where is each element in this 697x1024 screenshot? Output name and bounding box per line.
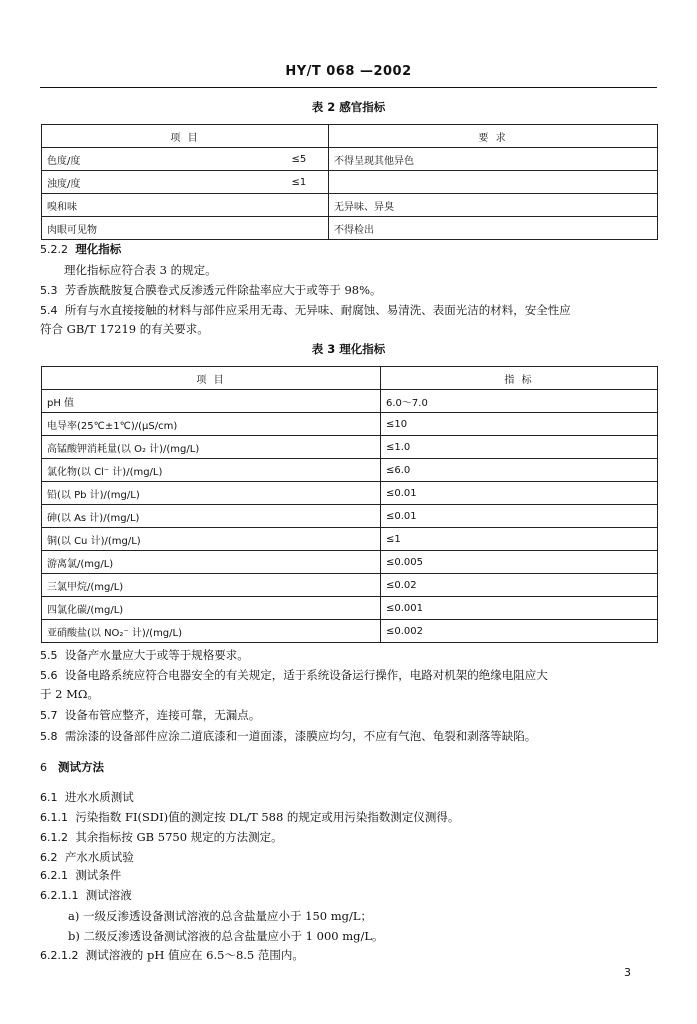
section-text: 污染指数 FI(SDI)值的测定按 DL/T 588 的规定或用污染指数测定仪测得。	[75, 810, 460, 824]
section-6-1-1	[40, 808, 660, 827]
section-number: 5.7	[40, 709, 58, 722]
section-number: 5.8	[40, 730, 58, 743]
table2-cell-item: 肉眼可见物	[42, 217, 287, 240]
table2-head-item: 项 目	[42, 125, 329, 148]
section-number: 6	[40, 761, 47, 774]
table2	[41, 124, 658, 240]
section-5-4-line1	[40, 301, 660, 320]
table2-cell-req: 不得检出	[329, 217, 658, 240]
table2-header-row	[42, 125, 658, 148]
table3-cell-value: ≤0.005	[381, 551, 658, 574]
table3-cell-value: ≤0.01	[381, 505, 658, 528]
section-text: 设备产水量应大于或等于规格要求。	[64, 648, 249, 662]
table3-cell-value: ≤0.01	[381, 482, 658, 505]
section-number: 5.2.2	[40, 243, 68, 256]
table2-caption: 表 2 感官指标	[311, 100, 386, 114]
table3-cell-item: pH 值	[42, 390, 381, 413]
table3-head-item: 项 目	[42, 367, 381, 390]
table3-cell-item: 电导率(25℃±1℃)/(μS/cm)	[42, 413, 381, 436]
section-number: 6.2.1	[40, 869, 68, 882]
table3-cell-value: ≤0.001	[381, 597, 658, 620]
section-6-2-1-2	[40, 946, 660, 965]
table3-cell-item: 铅(以 Pb 计)/(mg/L)	[42, 482, 381, 505]
table-row	[42, 459, 658, 482]
table3-cell-item: 亚硝酸盐(以 NO₂⁻ 计)/(mg/L)	[42, 620, 381, 643]
section-text: 设备电路系统应符合电器安全的有关规定，适于系统设备运行操作，电路对机架的绝缘电阻应大	[64, 668, 548, 682]
table3	[41, 366, 658, 643]
table2-cell-req: 不得呈现其他异色	[329, 148, 658, 171]
section-6-heading	[40, 758, 660, 777]
section-text: 设备布管应整齐，连接可靠，无漏点。	[64, 708, 261, 722]
section-number: 6.1	[40, 791, 58, 804]
section-5-4-line2: 符合 GB/T 17219 的有关要求。	[40, 322, 209, 336]
table-row	[42, 390, 658, 413]
table-row	[42, 194, 658, 217]
table3-cell-item: 高锰酸钾消耗量(以 O₂ 计)/(mg/L)	[42, 436, 381, 459]
section-number: 6.1.1	[40, 811, 68, 824]
table2-cell-req: 无异味、异臭	[329, 194, 658, 217]
section-title: 测试方法	[57, 760, 104, 774]
table3-cell-value: ≤6.0	[381, 459, 658, 482]
section-text: 进水水质测试	[64, 790, 134, 804]
section-text: 测试溶液	[85, 888, 132, 902]
table3-header-row	[42, 367, 658, 390]
section-6-2	[40, 848, 660, 867]
page-number: 3	[624, 966, 631, 979]
section-6-1	[40, 788, 660, 807]
table3-cell-value: ≤1.0	[381, 436, 658, 459]
table3-cell-value: ≤0.02	[381, 574, 658, 597]
table-row	[42, 551, 658, 574]
table2-cell-req	[329, 171, 658, 194]
standard-header: HY/T 068 —2002	[285, 64, 412, 79]
table3-cell-item: 砷(以 As 计)/(mg/L)	[42, 505, 381, 528]
section-text: 测试条件	[75, 868, 122, 882]
section-text: 所有与水直接接触的材料与部件应采用无毒、无异味、耐腐蚀、易清洗、表面光洁的材料，安全性应	[64, 303, 571, 317]
table2-cell-item: 嗅和味	[42, 194, 287, 217]
section-number: 6.2.1.1	[40, 889, 79, 902]
table-row	[42, 528, 658, 551]
table2-cell-limit: ≤5	[287, 148, 329, 171]
section-number: 5.5	[40, 649, 58, 662]
section-6-2-1-1	[40, 886, 660, 905]
section-5-6-line2: 于 2 MΩ。	[40, 687, 99, 701]
table-row	[42, 505, 658, 528]
table-row	[42, 171, 658, 194]
table-row	[42, 597, 658, 620]
section-5-2-2-heading	[40, 240, 660, 259]
table3-cell-item: 铜(以 Cu 计)/(mg/L)	[42, 528, 381, 551]
section-5-2-2-body: 理化指标应符合表 3 的规定。	[64, 263, 217, 277]
table3-cell-value: ≤0.002	[381, 620, 658, 643]
section-text: 需涂漆的设备部件应涂二道底漆和一道面漆，漆膜应均匀，不应有气泡、龟裂和剥落等缺陷。	[64, 729, 537, 743]
header-rule	[40, 87, 657, 88]
table3-cell-value: ≤1	[381, 528, 658, 551]
section-6-2-1-1-b: b) 二级反渗透设备测试溶液的总含盐量应小于 1 000 mg/L。	[68, 929, 384, 943]
section-text: 芳香族酰胺复合膜卷式反渗透元件除盐率应大于或等于 98%。	[64, 283, 382, 297]
section-6-2-1	[40, 866, 660, 885]
table3-cell-item: 四氯化碳/(mg/L)	[42, 597, 381, 620]
section-number: 6.2.1.2	[40, 949, 79, 962]
table2-cell-limit: ≤1	[287, 171, 329, 194]
table2-cell-item: 浊度/度	[42, 171, 287, 194]
section-5-5	[40, 646, 660, 665]
section-text: 产水水质试验	[64, 850, 134, 864]
table2-cell-limit	[287, 194, 329, 217]
section-number: 5.6	[40, 669, 58, 682]
section-number: 6.2	[40, 851, 58, 864]
table3-cell-item: 三氯甲烷/(mg/L)	[42, 574, 381, 597]
section-5-8	[40, 727, 660, 746]
table-row	[42, 217, 658, 240]
section-5-3	[40, 281, 660, 300]
table-row	[42, 620, 658, 643]
table-row	[42, 574, 658, 597]
section-number: 5.4	[40, 304, 58, 317]
section-5-6-line1	[40, 666, 660, 685]
section-number: 6.1.2	[40, 831, 68, 844]
table3-caption: 表 3 理化指标	[311, 342, 386, 356]
table2-head-req: 要 求	[329, 125, 658, 148]
table3-cell-value: ≤10	[381, 413, 658, 436]
table3-cell-item: 游离氯/(mg/L)	[42, 551, 381, 574]
table-row	[42, 148, 658, 171]
section-text: 其余指标按 GB 5750 规定的方法测定。	[75, 830, 283, 844]
table2-cell-item: 色度/度	[42, 148, 287, 171]
table-row	[42, 413, 658, 436]
table3-cell-value: 6.0～7.0	[381, 390, 658, 413]
table-row	[42, 482, 658, 505]
section-text: 测试溶液的 pH 值应在 6.5～8.5 范围内。	[85, 948, 304, 962]
section-6-1-2	[40, 828, 660, 847]
section-number: 5.3	[40, 284, 58, 297]
section-6-2-1-1-a: a) 一级反渗透设备测试溶液的总含盐量应小于 150 mg/L；	[68, 909, 373, 923]
section-5-7	[40, 706, 660, 725]
table3-cell-item: 氯化物(以 Cl⁻ 计)/(mg/L)	[42, 459, 381, 482]
section-title: 理化指标	[75, 242, 122, 256]
table3-head-index: 指 标	[381, 367, 658, 390]
table-row	[42, 436, 658, 459]
table2-cell-limit	[287, 217, 329, 240]
